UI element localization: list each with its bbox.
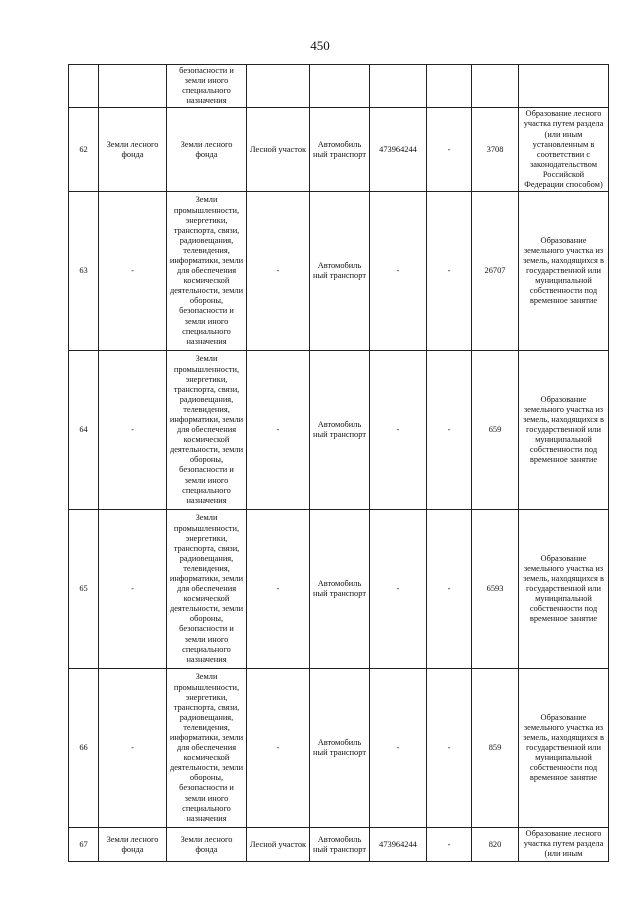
cell-area: 3708 — [472, 108, 519, 192]
cell-land-kind: Земли лесного фонда — [167, 828, 247, 862]
cell-land-kind: безопасности и земли иного специального назначения — [167, 65, 247, 108]
cell-purpose: Автомобиль ный транспорт — [310, 351, 370, 510]
cell-land-category: - — [99, 669, 167, 828]
table-row — [69, 669, 609, 828]
cell-number: 65 — [69, 510, 99, 669]
cell-land-kind: Земли промышленности, энергетики, транспорта, связи, радиовещания, телевидения, информатики, земли для обеспечения космической деятельности, земли обороны, безопасности и земли иного специального назначения — [167, 669, 247, 828]
cell-land-kind: Земли промышленности, энергетики, транспорта, связи, радиовещания, телевидения, информатики, земли для обеспечения космической деятельности, земли обороны, безопасности и земли иного специального назначения — [167, 510, 247, 669]
cell-dash: - — [427, 351, 472, 510]
cell-note: Образование лесного участка путем раздела (или иным — [519, 828, 609, 862]
cell-note: Образование земельного участка из земель, находящихся в государственной или муниципальной собственности под временное занятие — [519, 510, 609, 669]
cell-cadastral: - — [370, 510, 427, 669]
cell-empty — [310, 65, 370, 108]
cell-note: Образование земельного участка из земель, находящихся в государственной или муниципальной собственности под временное занятие — [519, 351, 609, 510]
cell-note: Образование лесного участка путем раздела (или иным установленным в соответствии с законодательством Российской Федерации способом) — [519, 108, 609, 192]
cell-empty — [427, 65, 472, 108]
cell-land-category: - — [99, 510, 167, 669]
cell-area: 6593 — [472, 510, 519, 669]
cell-empty — [472, 65, 519, 108]
cell-site-type: - — [247, 510, 310, 669]
cell-cadastral: - — [370, 351, 427, 510]
table-row — [69, 351, 609, 510]
cell-purpose: Автомобиль ный транспорт — [310, 192, 370, 351]
cell-dash: - — [427, 108, 472, 192]
cell-land-category: Земли лесного фонда — [99, 828, 167, 862]
cell-dash: - — [427, 828, 472, 862]
cell-number: 66 — [69, 669, 99, 828]
cell-site-type: - — [247, 669, 310, 828]
cell-site-type: Лесной участок — [247, 108, 310, 192]
table-row — [69, 828, 609, 862]
cell-dash: - — [427, 510, 472, 669]
cell-site-type: Лесной участок — [247, 828, 310, 862]
cell-purpose: Автомобиль ный транспорт — [310, 828, 370, 862]
cell-area: 26707 — [472, 192, 519, 351]
cell-note: Образование земельного участка из земель, находящихся в государственной или муниципальной собственности под временное занятие — [519, 192, 609, 351]
cell-note: Образование земельного участка из земель, находящихся в государственной или муниципальной собственности под временное занятие — [519, 669, 609, 828]
cell-empty — [519, 65, 609, 108]
cell-number: 64 — [69, 351, 99, 510]
cell-number: 63 — [69, 192, 99, 351]
land-plots-table — [68, 64, 609, 862]
table-row — [69, 192, 609, 351]
cell-cadastral: - — [370, 192, 427, 351]
cell-land-category: - — [99, 192, 167, 351]
cell-empty — [69, 65, 99, 108]
cell-area: 820 — [472, 828, 519, 862]
cell-empty — [247, 65, 310, 108]
cell-site-type: - — [247, 192, 310, 351]
page-number: 450 — [310, 38, 330, 53]
cell-number: 67 — [69, 828, 99, 862]
cell-purpose: Автомобиль ный транспорт — [310, 108, 370, 192]
cell-area: 859 — [472, 669, 519, 828]
cell-purpose: Автомобиль ный транспорт — [310, 669, 370, 828]
cell-land-category: - — [99, 351, 167, 510]
table-row — [69, 108, 609, 192]
cell-purpose: Автомобиль ный транспорт — [310, 510, 370, 669]
table-row-continued — [69, 65, 609, 108]
cell-site-type: - — [247, 351, 310, 510]
cell-land-kind: Земли промышленности, энергетики, транспорта, связи, радиовещания, телевидения, информатики, земли для обеспечения космической деятельности, земли обороны, безопасности и земли иного специального назначения — [167, 351, 247, 510]
cell-area: 659 — [472, 351, 519, 510]
cell-land-kind: Земли лесного фонда — [167, 108, 247, 192]
cell-cadastral: 473964244 — [370, 828, 427, 862]
cell-empty — [99, 65, 167, 108]
cell-empty — [370, 65, 427, 108]
cell-cadastral: 473964244 — [370, 108, 427, 192]
cell-dash: - — [427, 192, 472, 351]
cell-cadastral: - — [370, 669, 427, 828]
cell-dash: - — [427, 669, 472, 828]
table-row — [69, 510, 609, 669]
cell-land-category: Земли лесного фонда — [99, 108, 167, 192]
cell-land-kind: Земли промышленности, энергетики, транспорта, связи, радиовещания, телевидения, информатики, земли для обеспечения космической деятельности, земли обороны, безопасности и земли иного специального назначения — [167, 192, 247, 351]
cell-number: 62 — [69, 108, 99, 192]
